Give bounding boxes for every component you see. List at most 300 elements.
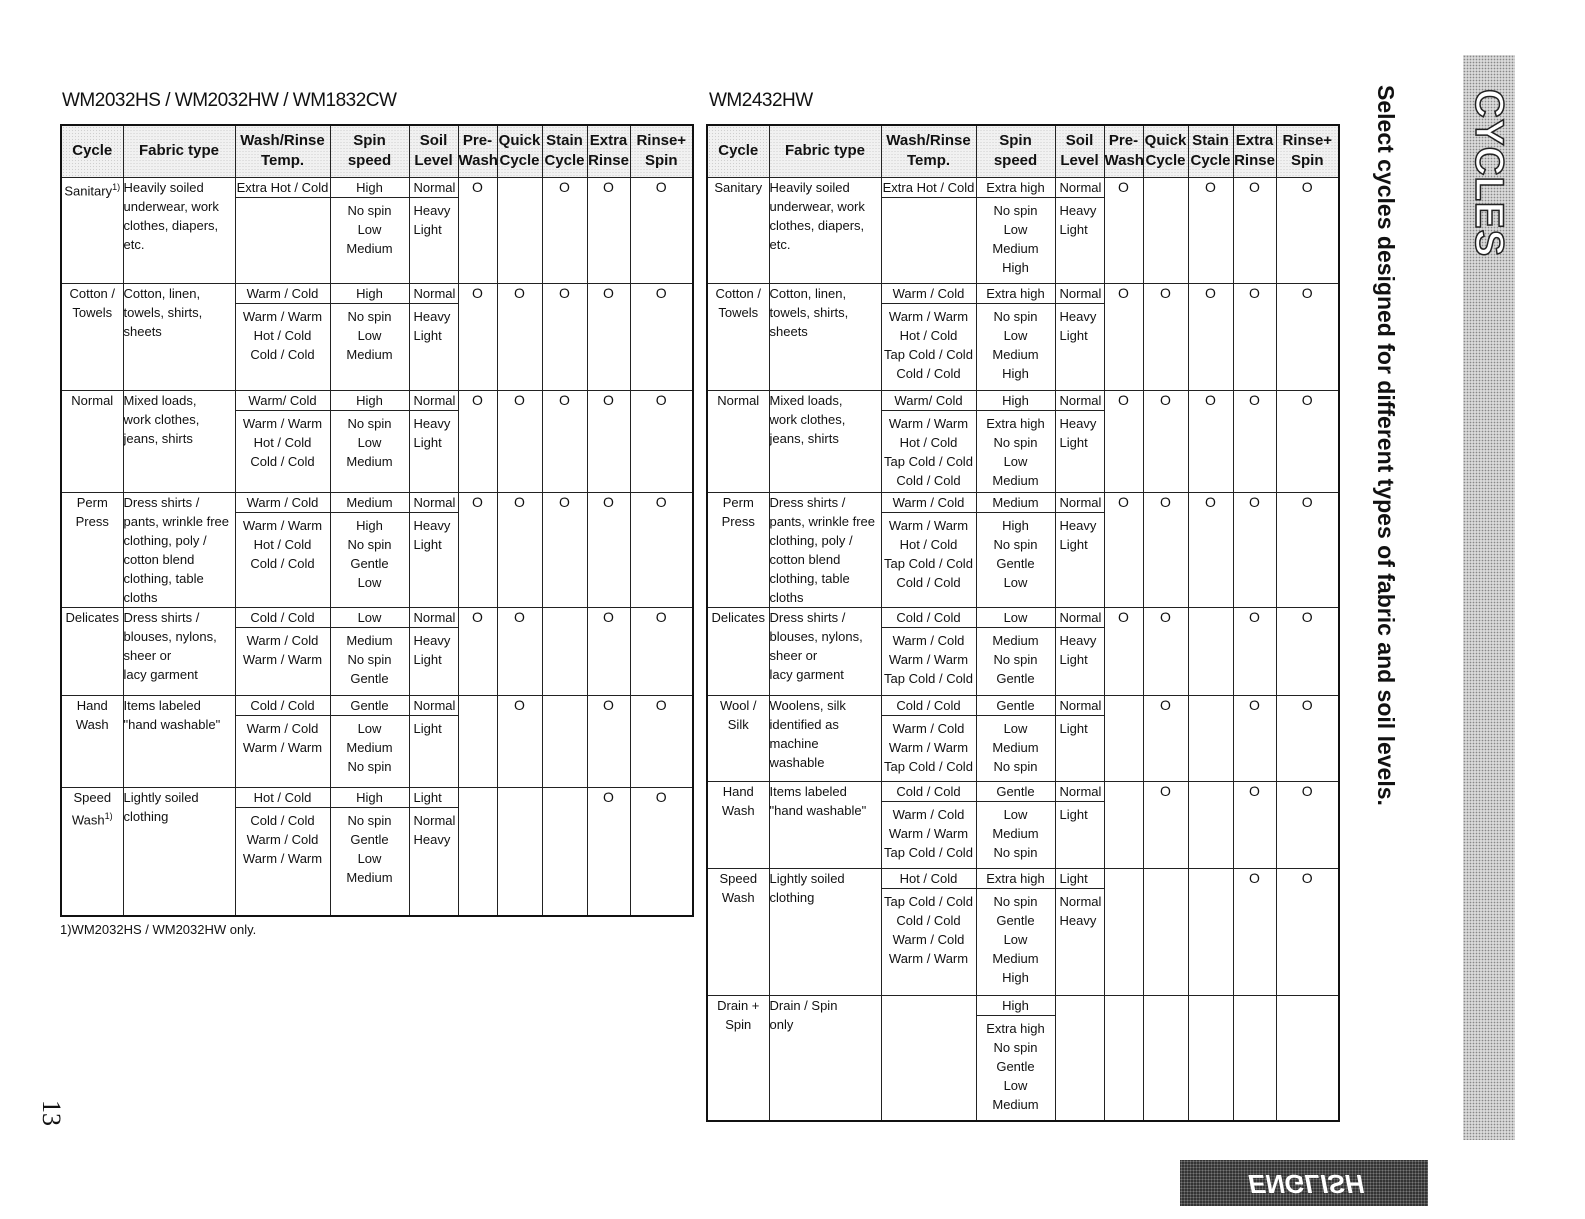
soil-level-cell (1055, 868, 1104, 995)
spin-speed: Low (357, 850, 382, 866)
wash-rinse-temp: Cold / Cold (896, 574, 961, 590)
column-header: Stain Cycle (542, 125, 587, 177)
spin-speed: Medium (346, 346, 393, 362)
wash-rinse-temp: Hot / Cold (882, 869, 976, 889)
soil-level: Light (1056, 869, 1104, 889)
wash-rinse-temp: Cold / Cold (896, 472, 961, 488)
left-model-title: WM2032HS / WM2032HW / WM1832CW (62, 90, 397, 111)
footnote-marker: 1) (104, 810, 113, 821)
option-mark: O (1276, 695, 1339, 781)
spin-speed: Low (1003, 1077, 1028, 1093)
spin-speed-cell (330, 177, 409, 283)
option-mark (1188, 607, 1233, 695)
spin-speed: High (1002, 517, 1029, 533)
column-header: Wash/Rinse Temp. (881, 125, 976, 177)
cycle-row (707, 607, 1339, 695)
cycle-row (707, 781, 1339, 868)
soil-level: Normal (1056, 391, 1104, 411)
option-mark: O (587, 695, 630, 787)
footnote: 1)WM2032HS / WM2032HW only. (60, 922, 257, 937)
spin-speed: No spin (347, 415, 392, 431)
option-mark (1188, 868, 1233, 995)
spin-speed: Low (1003, 806, 1028, 822)
option-mark (497, 787, 542, 916)
spin-speed-cell (976, 995, 1055, 1121)
spin-speed: Gentle (996, 670, 1035, 686)
spin-speed: Medium (331, 493, 409, 513)
wash-rinse-temp: Warm / Warm (242, 850, 323, 866)
soil-level-cell (409, 492, 458, 607)
wash-rinse-temp: Tap Cold / Cold (884, 844, 973, 860)
option-mark: O (458, 492, 497, 607)
option-mark (1276, 995, 1339, 1121)
wash-rinse-temp-cell (235, 177, 330, 283)
soil-level-cell (1055, 781, 1104, 868)
option-mark: O (458, 283, 497, 390)
soil-level: Heavy (413, 831, 451, 847)
cycle-name: Sanitary (707, 177, 769, 283)
option-mark: O (1104, 390, 1143, 492)
column-header: Extra Rinse (587, 125, 630, 177)
spin-speed: Gentle (996, 912, 1035, 928)
spin-speed-cell (330, 695, 409, 787)
column-header: Fabric type (123, 125, 235, 177)
cycle-row (707, 868, 1339, 995)
spin-speed: Low (1003, 453, 1028, 469)
wash-rinse-temp-cell (235, 492, 330, 607)
option-mark: O (630, 390, 693, 492)
spin-speed-cell (976, 868, 1055, 995)
cycle-row (707, 995, 1339, 1121)
spin-speed-cell (976, 283, 1055, 390)
fabric-type: Dress shirts / pants, wrinkle free clothing, poly / cotton blend clothing, table cloths (123, 492, 235, 607)
column-header: Spin speed (330, 125, 409, 177)
option-mark: O (630, 283, 693, 390)
spin-speed-cell (976, 492, 1055, 607)
spin-speed: High (977, 996, 1055, 1016)
spin-speed: Medium (992, 1096, 1039, 1112)
wash-rinse-temp: Warm / Warm (242, 415, 323, 431)
soil-level: Light (413, 720, 442, 736)
fabric-type: Dress shirts / blouses, nylons, sheer or lacy garment (769, 607, 881, 695)
fabric-type: Cotton, linen, towels, shirts, sheets (123, 283, 235, 390)
spin-speed-cell (330, 787, 409, 916)
option-mark: O (1233, 607, 1276, 695)
wash-rinse-temp-cell (881, 390, 976, 492)
option-mark: O (1104, 177, 1143, 283)
wash-rinse-temp: Tap Cold / Cold (884, 346, 973, 362)
wash-rinse-temp: Warm / Cold (892, 806, 965, 822)
soil-level-cell (409, 283, 458, 390)
spin-speed-cell (976, 390, 1055, 492)
spin-speed: Low (977, 608, 1055, 628)
option-mark (497, 177, 542, 283)
option-mark (458, 787, 497, 916)
spin-speed: Low (1003, 221, 1028, 237)
cycle-table-left (60, 124, 694, 917)
wash-rinse-temp: Cold / Cold (882, 782, 976, 802)
page-number: 13 (37, 1100, 66, 1126)
wash-rinse-temp: Cold / Cold (882, 696, 976, 716)
wash-rinse-temp: Warm / Cold (246, 720, 319, 736)
soil-level: Normal (1056, 608, 1104, 628)
cycle-name: Delicates (707, 607, 769, 695)
wash-rinse-temp: Tap Cold / Cold (884, 893, 973, 909)
right-model-title: WM2432HW (709, 90, 813, 111)
spin-speed: Gentle (977, 696, 1055, 716)
soil-level: Light (410, 788, 458, 808)
option-mark: O (1233, 390, 1276, 492)
cycle-name: Hand Wash (707, 781, 769, 868)
wash-rinse-temp: Cold / Cold (250, 346, 315, 362)
wash-rinse-temp: Warm / Warm (888, 950, 969, 966)
wash-rinse-temp: Tap Cold / Cold (884, 670, 973, 686)
option-mark: O (1143, 781, 1188, 868)
wash-rinse-temp: Tap Cold / Cold (884, 555, 973, 571)
spin-speed: Medium (992, 346, 1039, 362)
soil-level: Normal (1056, 782, 1104, 802)
soil-level-cell (409, 787, 458, 916)
soil-level: Heavy (413, 415, 451, 431)
spin-speed: Low (1003, 720, 1028, 736)
spin-speed: Medium (977, 493, 1055, 513)
option-mark (1188, 781, 1233, 868)
spin-speed: No spin (347, 202, 392, 218)
wash-rinse-temp: Hot / Cold (899, 536, 958, 552)
column-header: Wash/Rinse Temp. (235, 125, 330, 177)
spin-speed: Medium (992, 739, 1039, 755)
cycle-row (707, 177, 1339, 283)
fabric-type: Mixed loads, work clothes, jeans, shirts (769, 390, 881, 492)
spin-speed: High (977, 391, 1055, 411)
fabric-type: Items labeled "hand washable" (123, 695, 235, 787)
spin-speed: High (331, 391, 409, 411)
wash-rinse-temp: Hot / Cold (899, 434, 958, 450)
spin-speed: High (331, 788, 409, 808)
cycle-row (707, 695, 1339, 781)
soil-level: Normal (410, 493, 458, 513)
option-mark: O (458, 607, 497, 695)
soil-level-cell (1055, 995, 1104, 1121)
option-mark: O (630, 607, 693, 695)
option-mark: O (1143, 607, 1188, 695)
spin-speed: High (356, 517, 383, 533)
spin-speed: No spin (993, 893, 1038, 909)
wash-rinse-temp: Cold / Cold (896, 365, 961, 381)
cycle-row (61, 695, 693, 787)
soil-level: Normal (410, 608, 458, 628)
fabric-type: Heavily soiled underwear, work clothes, diapers, etc. (123, 177, 235, 283)
spin-speed: No spin (993, 844, 1038, 860)
soil-level-cell (1055, 607, 1104, 695)
soil-level: Normal (410, 696, 458, 716)
spin-speed: No spin (993, 434, 1038, 450)
option-mark: O (1233, 781, 1276, 868)
soil-level: Heavy (1059, 308, 1097, 324)
option-mark (542, 787, 587, 916)
soil-level: Normal (413, 812, 456, 828)
option-mark: O (1233, 695, 1276, 781)
wash-rinse-temp: Warm / Cold (236, 284, 330, 304)
spin-speed: Low (331, 608, 409, 628)
spin-speed: No spin (993, 202, 1038, 218)
wash-rinse-temp-cell (235, 695, 330, 787)
soil-level: Heavy (1059, 632, 1097, 648)
option-mark: O (630, 695, 693, 787)
spin-speed: Low (1003, 327, 1028, 343)
option-mark: O (1276, 607, 1339, 695)
wash-rinse-temp-cell (881, 781, 976, 868)
cycle-row (61, 390, 693, 492)
fabric-type: Woolens, silk identified as machine washable (769, 695, 881, 781)
wash-rinse-temp: Warm/ Cold (236, 391, 330, 411)
option-mark: O (1104, 492, 1143, 607)
option-mark: O (497, 695, 542, 787)
spin-speed-cell (330, 283, 409, 390)
option-mark (1143, 995, 1188, 1121)
soil-level: Heavy (1059, 415, 1097, 431)
wash-rinse-temp: Tap Cold / Cold (884, 453, 973, 469)
wash-rinse-temp: Warm / Warm (242, 651, 323, 667)
spin-speed: No spin (347, 812, 392, 828)
wash-rinse-temp-cell (881, 607, 976, 695)
option-mark: O (1104, 607, 1143, 695)
option-mark: O (1276, 492, 1339, 607)
option-mark: O (1188, 492, 1233, 607)
wash-rinse-temp: Warm / Cold (236, 493, 330, 513)
wash-rinse-temp: Cold / Cold (250, 555, 315, 571)
wash-rinse-temp: Warm / Cold (246, 632, 319, 648)
option-mark: O (458, 177, 497, 283)
cycle-row (707, 390, 1339, 492)
column-header: Cycle (61, 125, 123, 177)
soil-level: Heavy (1059, 517, 1097, 533)
spin-speed-cell (330, 607, 409, 695)
side-heading-text: Select cycles designed for different types of fabric and soil levels. (1373, 85, 1399, 806)
soil-level: Light (413, 327, 442, 343)
cycle-row (61, 607, 693, 695)
wash-rinse-temp: Warm / Warm (888, 308, 969, 324)
option-mark: O (542, 283, 587, 390)
column-header: Spin speed (976, 125, 1055, 177)
wash-rinse-temp: Warm / Cold (892, 931, 965, 947)
fabric-type: Items labeled "hand washable" (769, 781, 881, 868)
wash-rinse-temp-cell (235, 390, 330, 492)
wash-rinse-temp-cell (881, 177, 976, 283)
wash-rinse-temp: Warm / Warm (888, 651, 969, 667)
wash-rinse-temp-cell (881, 868, 976, 995)
fabric-type: Lightly soiled clothing (769, 868, 881, 995)
option-mark: O (542, 390, 587, 492)
spin-speed: Low (357, 327, 382, 343)
option-mark: O (1143, 492, 1188, 607)
spin-speed: Extra high (977, 869, 1055, 889)
spin-speed: No spin (993, 758, 1038, 774)
fabric-type: Cotton, linen, towels, shirts, sheets (769, 283, 881, 390)
cycle-name: Sanitary$^{1)}$ (61, 177, 123, 283)
soil-level-cell (1055, 695, 1104, 781)
language-tab-label: ENGLISH (1248, 1169, 1364, 1199)
column-header: Pre- Wash (458, 125, 497, 177)
wash-rinse-temp: Tap Cold / Cold (884, 758, 973, 774)
spin-speed: Low (1003, 931, 1028, 947)
footnote-marker: 1) (112, 181, 121, 192)
spin-speed: Extra high (986, 415, 1045, 431)
soil-level: Normal (1056, 493, 1104, 513)
spin-speed: Medium (346, 632, 393, 648)
language-tab (1180, 1160, 1428, 1206)
spin-speed: High (331, 178, 409, 198)
spin-speed: No spin (993, 1039, 1038, 1055)
wash-rinse-temp: Hot / Cold (236, 788, 330, 808)
spin-speed: No spin (347, 758, 392, 774)
spin-speed: Medium (992, 950, 1039, 966)
wash-rinse-temp: Cold / Cold (236, 608, 330, 628)
wash-rinse-temp: Warm / Warm (888, 517, 969, 533)
cycle-row (61, 492, 693, 607)
cycle-table-right (706, 124, 1340, 1122)
column-header: Soil Level (1055, 125, 1104, 177)
soil-level: Normal (1056, 178, 1104, 198)
option-mark: O (497, 607, 542, 695)
soil-level: Light (413, 221, 442, 237)
spin-speed: High (1002, 365, 1029, 381)
wash-rinse-temp-cell (881, 695, 976, 781)
fabric-type: Mixed loads, work clothes, jeans, shirts (123, 390, 235, 492)
soil-level: Normal (1056, 696, 1104, 716)
spin-speed-cell (330, 390, 409, 492)
option-mark: O (630, 787, 693, 916)
spin-speed: Medium (346, 240, 393, 256)
spin-speed: Low (1003, 574, 1028, 590)
wash-rinse-temp: Cold / Cold (250, 453, 315, 469)
option-mark (1188, 695, 1233, 781)
option-mark (1143, 177, 1188, 283)
wash-rinse-temp: Hot / Cold (253, 327, 312, 343)
option-mark: O (542, 177, 587, 283)
soil-level: Light (1059, 806, 1088, 822)
column-header: Extra Rinse (1233, 125, 1276, 177)
wash-rinse-temp-cell (235, 607, 330, 695)
wash-rinse-temp: Cold / Cold (250, 812, 315, 828)
wash-rinse-temp: Extra Hot / Cold (236, 178, 330, 198)
wash-rinse-temp-cell (235, 283, 330, 390)
soil-level: Light (1059, 434, 1088, 450)
option-mark: O (1143, 283, 1188, 390)
option-mark: O (1276, 283, 1339, 390)
option-mark: O (458, 390, 497, 492)
spin-speed: Extra high (977, 284, 1055, 304)
option-mark: O (1276, 868, 1339, 995)
option-mark: O (587, 607, 630, 695)
option-mark: O (1188, 390, 1233, 492)
column-header: Quick Cycle (497, 125, 542, 177)
spin-speed: Extra high (986, 1020, 1045, 1036)
column-header: Quick Cycle (1143, 125, 1188, 177)
option-mark: O (630, 492, 693, 607)
spin-speed: No spin (347, 536, 392, 552)
cycle-name: Hand Wash (61, 695, 123, 787)
wash-rinse-temp: Cold / Cold (236, 696, 330, 716)
soil-level: Light (1059, 536, 1088, 552)
option-mark (458, 695, 497, 787)
option-mark: O (587, 390, 630, 492)
cycle-row (707, 283, 1339, 390)
soil-level: Light (413, 434, 442, 450)
soil-level: Normal (410, 178, 458, 198)
option-mark: O (587, 492, 630, 607)
header-row (61, 125, 693, 177)
spin-speed: Medium (992, 240, 1039, 256)
spin-speed: High (1002, 969, 1029, 985)
soil-level-cell (1055, 390, 1104, 492)
soil-level: Normal (1056, 284, 1104, 304)
column-header: Stain Cycle (1188, 125, 1233, 177)
option-mark (542, 607, 587, 695)
spin-speed: Gentle (331, 696, 409, 716)
cycle-name: Cotton / Towels (61, 283, 123, 390)
soil-level-cell (1055, 283, 1104, 390)
wash-rinse-temp: Hot / Cold (899, 327, 958, 343)
spin-speed: Medium (992, 825, 1039, 841)
fabric-type: Drain / Spin only (769, 995, 881, 1121)
option-mark: O (1276, 177, 1339, 283)
spin-speed: Gentle (350, 831, 389, 847)
soil-level-cell (1055, 177, 1104, 283)
column-header: Pre- Wash (1104, 125, 1143, 177)
column-header: Rinse+ Spin (1276, 125, 1339, 177)
wash-rinse-temp: Hot / Cold (253, 536, 312, 552)
option-mark: O (587, 177, 630, 283)
spin-speed: No spin (347, 308, 392, 324)
wash-rinse-temp: Warm / Warm (242, 517, 323, 533)
wash-rinse-temp: Hot / Cold (253, 434, 312, 450)
wash-rinse-temp: Extra Hot / Cold (882, 178, 976, 198)
soil-level: Heavy (413, 517, 451, 533)
spin-speed: No spin (993, 308, 1038, 324)
spin-speed-cell (330, 492, 409, 607)
spin-speed-cell (976, 607, 1055, 695)
column-header: Soil Level (409, 125, 458, 177)
wash-rinse-temp: Warm / Cold (246, 831, 319, 847)
option-mark: O (1276, 781, 1339, 868)
soil-level: Heavy (1059, 912, 1097, 928)
soil-level-cell (409, 177, 458, 283)
wash-rinse-temp: Warm / Warm (242, 739, 323, 755)
wash-rinse-temp: Warm / Cold (882, 284, 976, 304)
spin-speed: Low (357, 221, 382, 237)
wash-rinse-temp-cell (881, 283, 976, 390)
wash-rinse-temp: Warm / Warm (242, 308, 323, 324)
soil-level: Heavy (413, 202, 451, 218)
spin-speed: Low (357, 574, 382, 590)
spin-speed-cell (976, 177, 1055, 283)
spin-speed: Extra high (977, 178, 1055, 198)
column-header: Rinse+ Spin (630, 125, 693, 177)
cycle-name: Perm Press (707, 492, 769, 607)
soil-level: Light (413, 536, 442, 552)
spin-speed: Low (357, 434, 382, 450)
soil-level-cell (409, 695, 458, 787)
side-heading (1373, 85, 1403, 875)
cycle-row (61, 283, 693, 390)
fabric-type: Lightly soiled clothing (123, 787, 235, 916)
option-mark: O (587, 787, 630, 916)
header-row (707, 125, 1339, 177)
option-mark: O (1233, 283, 1276, 390)
option-mark: O (497, 283, 542, 390)
soil-level-cell (409, 390, 458, 492)
